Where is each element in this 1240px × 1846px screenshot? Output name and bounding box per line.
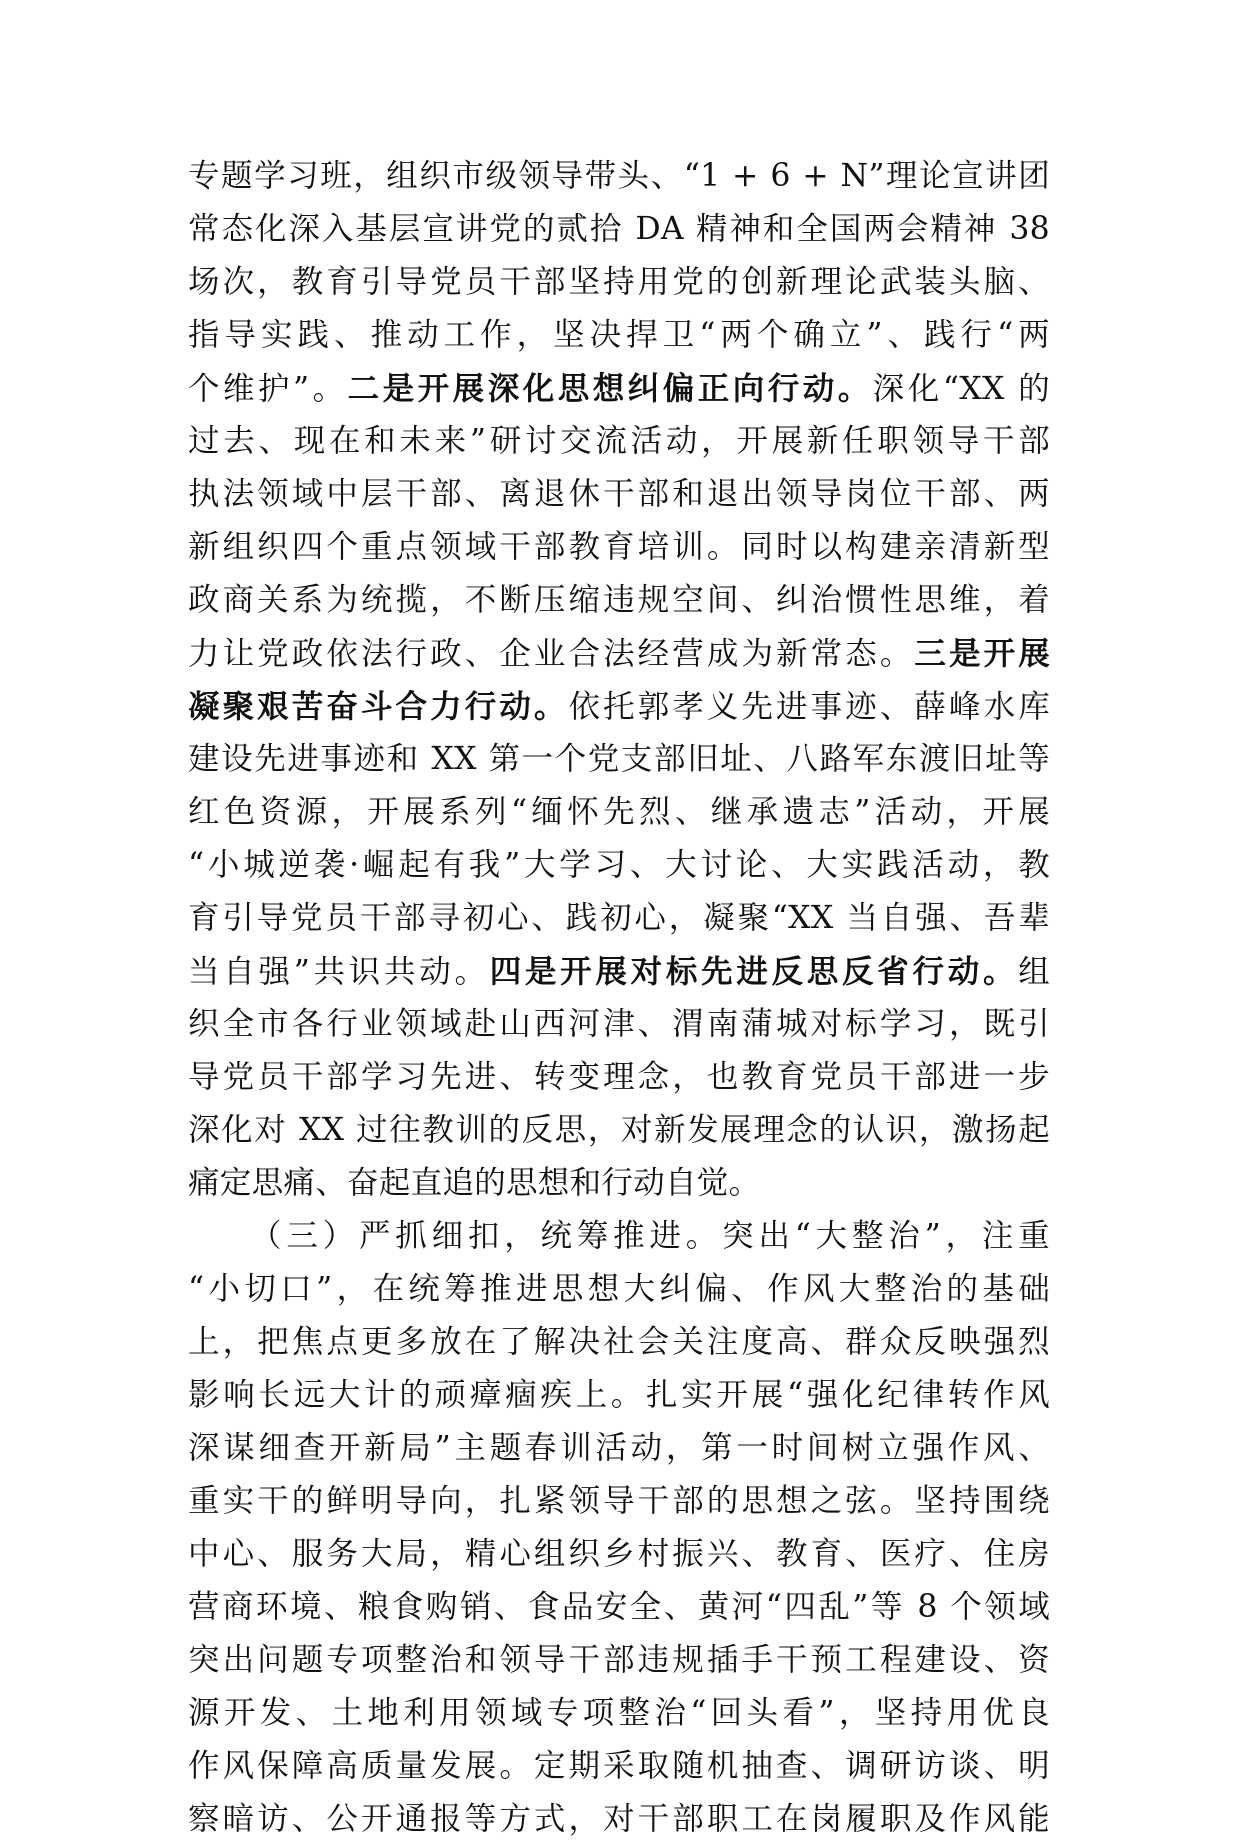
body-text: 导党员干部学习先进、转变理念，也教育党员干部进一步 xyxy=(188,1059,1050,1095)
body-text: 深谋细查开新局”主题春训活动，第一时间树立强作风、 xyxy=(188,1430,1050,1466)
body-text: 政商关系为统揽，不断压缩违规空间、纠治惯性思维，着 xyxy=(188,582,1050,618)
text-line xyxy=(188,1793,1050,1846)
body-text: 建设先进事迹和 XX 第一个党支部旧址、八路军东渡旧址等 xyxy=(188,741,1050,777)
text-line xyxy=(188,998,1050,1051)
body-text: 组 xyxy=(1018,954,1050,990)
bold-heading-text: 四是开展对标先进反思反省行动。 xyxy=(489,953,1019,990)
body-text: 织全市各行业领域赴山西河津、渭南蒲城对标学习，既引 xyxy=(188,1006,1050,1042)
text-line xyxy=(188,1157,1050,1210)
body-text: 常态化深入基层宣讲党的贰拾 DA 精神和全国两会精神 38 xyxy=(188,211,1050,247)
text-line xyxy=(188,786,1050,839)
body-text: 深化对 XX 过往教训的反思，对新发展理念的认识，激扬起 xyxy=(188,1112,1050,1148)
bold-heading-text: 二是开展深化思想纠偏正向行动。 xyxy=(347,370,873,407)
text-line xyxy=(188,1475,1050,1528)
body-text: “小切口”，在统筹推进思想大纠偏、作风大整治的基础 xyxy=(188,1271,1050,1307)
body-text: 影响长远大计的顽瘴痼疾上。扎实开展“强化纪律转作风 xyxy=(188,1377,1050,1413)
text-line xyxy=(188,309,1050,362)
body-text: 新组织四个重点领域干部教育培训。同时以构建亲清新型 xyxy=(188,529,1050,565)
body-text: 过去、现在和未来”研讨交流活动，开展新任职领导干部 xyxy=(188,423,1050,459)
text-line xyxy=(188,1051,1050,1104)
body-text: 察暗访、公开通报等方式，对干部职工在岗履职及作风能 xyxy=(188,1801,1050,1837)
body-text: 育引导党员干部寻初心、践初心，凝聚“XX 当自强、吾辈 xyxy=(188,900,1050,936)
text-line xyxy=(188,627,1050,680)
body-text: 红色资源，开展系列“缅怀先烈、继承遗志”活动，开展 xyxy=(188,794,1050,830)
bold-heading-text: 凝聚艰苦奋斗合力行动。 xyxy=(188,688,569,725)
text-line xyxy=(188,574,1050,627)
text-line xyxy=(188,256,1050,309)
text-line xyxy=(188,1263,1050,1316)
text-line xyxy=(188,521,1050,574)
body-text: 营商环境、粮食购销、食品安全、黄河“四乱”等 8 个领域 xyxy=(188,1589,1050,1625)
text-line xyxy=(188,1316,1050,1369)
body-text: 源开发、土地利用领域专项整治“回头看”，坚持用优良 xyxy=(188,1695,1050,1731)
text-line xyxy=(188,680,1050,733)
body-text: 力让党政依法行政、企业合法经营成为新常态。 xyxy=(188,636,915,672)
body-text: 重实干的鲜明导向，扎紧领导干部的思想之弦。坚持围绕 xyxy=(188,1483,1050,1519)
text-line xyxy=(188,892,1050,945)
text-line xyxy=(188,839,1050,892)
bold-heading-text: 三是开展 xyxy=(914,635,1050,672)
body-text: 突出问题专项整治和领导干部违规插手干预工程建设、资 xyxy=(188,1642,1050,1678)
text-line xyxy=(188,1687,1050,1740)
body-text: 当自强”共识共动。 xyxy=(188,954,490,990)
body-text: 依托郭孝义先进事迹、薛峰水库 xyxy=(568,689,1050,725)
text-line xyxy=(188,362,1050,415)
body-text: （三）严抓细扣，统筹推进。突出“大整治”，注重 xyxy=(250,1218,1050,1254)
document-page xyxy=(188,150,1050,1846)
text-line xyxy=(188,733,1050,786)
text-line xyxy=(188,203,1050,256)
text-line xyxy=(188,150,1050,203)
text-line xyxy=(188,468,1050,521)
text-line xyxy=(188,1104,1050,1157)
body-text: 场次，教育引导党员干部坚持用党的创新理论武装头脑、 xyxy=(188,264,1050,300)
text-line xyxy=(188,1740,1050,1793)
text-line xyxy=(188,415,1050,468)
body-text: 指导实践、推动工作，坚决捍卫“两个确立”、践行“两 xyxy=(188,317,1050,353)
body-text: 专题学习班，组织市级领导带头、“1 + 6 + N”理论宣讲团 xyxy=(188,158,1050,194)
body-text: “小城逆袭·崛起有我”大学习、大讨论、大实践活动，教 xyxy=(188,847,1050,883)
text-line xyxy=(188,1210,1050,1263)
text-line xyxy=(188,1369,1050,1422)
body-text: 深化“XX 的 xyxy=(872,371,1050,407)
text-line xyxy=(188,1634,1050,1687)
text-line xyxy=(188,1422,1050,1475)
text-line xyxy=(188,945,1050,998)
text-line xyxy=(188,1528,1050,1581)
body-text: 痛定思痛、奋起直追的思想和行动自觉。 xyxy=(188,1165,761,1201)
body-text: 执法领域中层干部、离退休干部和退出领导岗位干部、两 xyxy=(188,476,1050,512)
body-text: 作风保障高质量发展。定期采取随机抽查、调研访谈、明 xyxy=(188,1748,1050,1784)
text-line xyxy=(188,1581,1050,1634)
body-text: 个维护”。 xyxy=(188,371,348,407)
body-text: 中心、服务大局，精心组织乡村振兴、教育、医疗、住房 xyxy=(188,1536,1050,1572)
body-text: 上，把焦点更多放在了解决社会关注度高、群众反映强烈 xyxy=(188,1324,1050,1360)
